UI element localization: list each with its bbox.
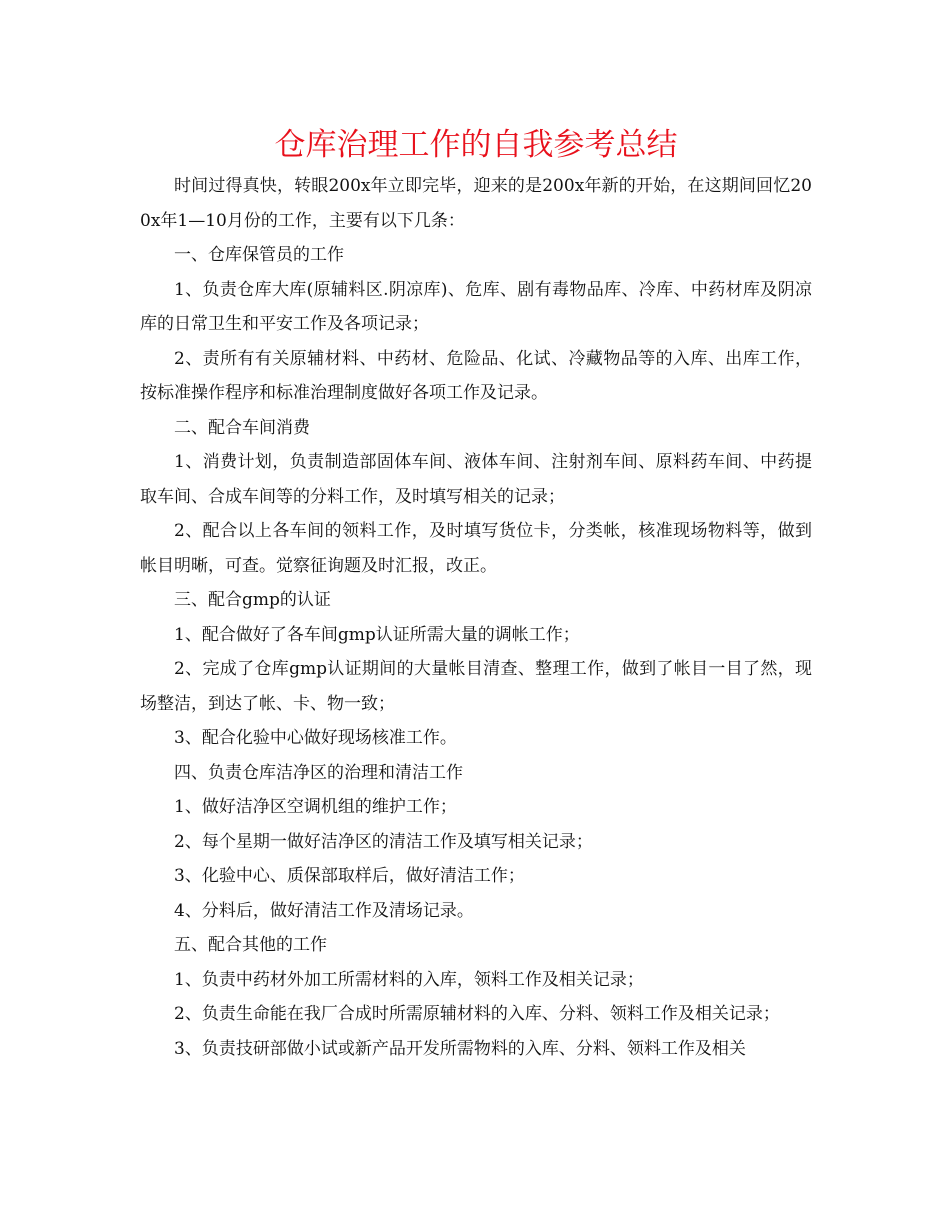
paragraph: 3、负责技研部做小试或新产品开发所需物料的入库、分料、领料工作及相关 bbox=[174, 1038, 746, 1059]
document-title: 仓库治理工作的自我参考总结 bbox=[274, 127, 678, 163]
paragraph: 2、责所有有关原辅材料、中药材、危险品、化试、冷藏物品等的入库、出库工作，按标准操作程序和标准治理制度做好各项工作及记录。 bbox=[140, 348, 812, 403]
document-page bbox=[140, 125, 812, 1066]
section-heading: 四、负责仓库洁净区的治理和清洁工作 bbox=[174, 762, 463, 783]
paragraph: 1、负责中药材外加工所需材料的入库，领料工作及相关记录； bbox=[174, 969, 644, 990]
paragraph: 2、每个星期一做好洁净区的清洁工作及填写相关记录； bbox=[174, 831, 593, 852]
paragraph: 2、配合以上各车间的领料工作，及时填写货位卡，分类帐，核准现场物料等，做到帐目明晰，可查。觉察征询题及时汇报，改正。 bbox=[140, 521, 812, 576]
paragraph: 2、完成了仓库gmp认证期间的大量帐目清查、整理工作，做到了帐目一目了然，现场整洁，到达了帐、卡、物一致； bbox=[140, 659, 812, 714]
document-body bbox=[140, 169, 812, 1066]
paragraph: 2、负责生命能在我厂合成时所需原辅材料的入库、分料、领料工作及相关记录； bbox=[174, 1004, 780, 1024]
paragraph: 3、化验中心、质保部取样后，做好清洁工作； bbox=[174, 866, 525, 886]
paragraph: 1、消费计划，负责制造部固体车间、液体车间、注射剂车间、原料药车间、中药提取车间、合成车间等的分料工作，及时填写相关的记录； bbox=[140, 452, 812, 507]
paragraph: 时间过得真快，转眼200x年立即完毕，迎来的是200x年新的开始，在这期间回忆200x年1—10月份的工作，主要有以下几条： bbox=[140, 176, 812, 231]
paragraph: 1、配合做好了各车间gmp认证所需大量的调帐工作； bbox=[174, 624, 580, 645]
section-heading: 三、配合gmp的认证 bbox=[174, 590, 331, 610]
paragraph: 1、做好洁净区空调机组的维护工作； bbox=[174, 797, 457, 817]
section-heading: 一、仓库保管员的工作 bbox=[174, 245, 344, 265]
paragraph: 4、分料后，做好清洁工作及清场记录。 bbox=[174, 900, 474, 921]
section-heading: 二、配合车间消费 bbox=[174, 417, 310, 438]
section-heading: 五、配合其他的工作 bbox=[174, 935, 327, 955]
paragraph: 3、配合化验中心做好现场核准工作。 bbox=[174, 728, 457, 748]
paragraph: 1、负责仓库大库(原辅料区.阴凉库)、危库、剧有毒物品库、冷库、中药材库及阴凉库的日常卫生和平安工作及各项记录； bbox=[140, 279, 812, 334]
